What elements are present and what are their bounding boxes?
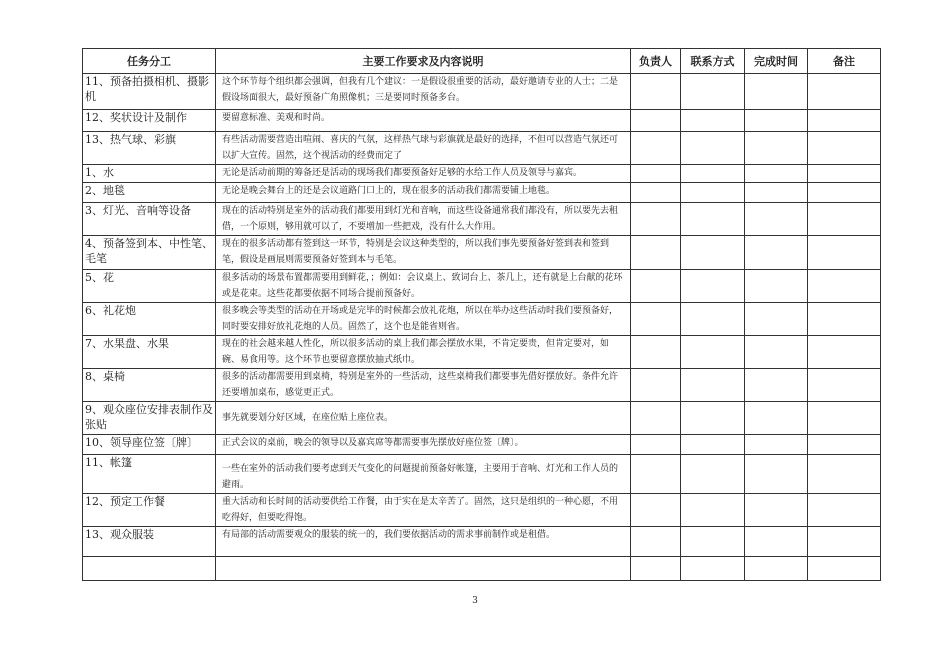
desc-cell: 无论是活动前期的筹备还是活动的现场我们都要预备好足够的水给工作人员及领导与嘉宾。 xyxy=(216,165,631,183)
task-cell: 12、奖状设计及制作 xyxy=(83,110,216,132)
header-note: 备注 xyxy=(808,49,881,74)
header-owner: 负责人 xyxy=(631,49,681,74)
desc-cell: 无论是晚会舞台上的还是会议道路门口上的，现在很多的活动我们都需要铺上地毯。 xyxy=(216,183,631,203)
table-row xyxy=(83,132,881,165)
header-desc: 主要工作要求及内容说明 xyxy=(216,49,631,74)
table-row xyxy=(83,183,881,203)
header-task: 任务分工 xyxy=(83,49,216,74)
desc-cell: 有局部的活动需要观众的服装的统一的，我们要依据活动的需求事前制作或是租借。 xyxy=(216,527,631,557)
task-cell: 7、水果盘、水果 xyxy=(83,336,216,369)
desc-cell: 正式会议的桌前，晚会的领导以及嘉宾席等都需要事先摆放好座位签〔牌〕。 xyxy=(216,435,631,455)
task-cell: 1、水 xyxy=(83,165,216,183)
desc-cell: 现在的很多活动都有签到这一环节，特别是会议这种类型的，所以我们事先要预备好签到表和签到笔，假设是画展则需要预备好签到本与毛笔。 xyxy=(216,236,631,270)
table-row xyxy=(83,270,881,303)
table-row xyxy=(83,494,881,527)
header-done: 完成时间 xyxy=(745,49,808,74)
desc-cell: 这个环节每个组织都会强调，但我有几个建议：一是假设很重要的活动，最好邀请专业的人士；二是假设场面很大，最好预备广角照像机；三是要同时预备多台。 xyxy=(216,74,631,110)
task-cell: 11、预备拍摄相机、摄影机 xyxy=(83,74,216,110)
task-cell: 9、观众座位安排表制作及张贴 xyxy=(83,402,216,435)
desc-cell: 重大活动和长时间的活动要供给工作餐，由于实在是太辛苦了。固然，这只是组织的一种心愿，不用吃得好，但要吃得饱。 xyxy=(216,494,631,527)
table-row xyxy=(83,303,881,336)
task-cell: 3、灯光、音响等设备 xyxy=(83,203,216,236)
desc-cell: 有些活动需要营造出喧闹、喜庆的气氛，这样热气球与彩旗就是最好的选择，不但可以营造气氛还可以扩大宣传。固然，这个视活动的经费而定了 xyxy=(216,132,631,165)
desc-cell: 很多晚会等类型的活动在开场或是完毕的时候都会放礼花炮，所以在举办这些活动时我们要预备好，同时要安排好放礼花炮的人员。固然了，这个也是能省则省。 xyxy=(216,303,631,336)
header-contact: 联系方式 xyxy=(681,49,745,74)
task-table xyxy=(82,48,881,581)
task-cell: 13、观众服装 xyxy=(83,527,216,557)
table-row-empty xyxy=(83,557,881,581)
task-cell: 4、预备签到本、中性笔、毛笔 xyxy=(83,236,216,270)
task-cell: 5、花 xyxy=(83,270,216,303)
task-cell: 12、预定工作餐 xyxy=(83,494,216,527)
table-row xyxy=(83,74,881,110)
table-row xyxy=(83,527,881,557)
table-row xyxy=(83,455,881,494)
table-row xyxy=(83,336,881,369)
table-row xyxy=(83,203,881,236)
header-row xyxy=(83,49,881,74)
desc-cell: 要留意标准、美观和时尚。 xyxy=(216,110,631,132)
table-row xyxy=(83,435,881,455)
desc-cell: 很多的活动都需要用到桌椅，特别是室外的一些活动，这些桌椅我们都要事先借好摆放好。条件允许还要增加桌布，感觉更正式。 xyxy=(216,369,631,402)
task-cell: 10、领导座位签〔牌〕 xyxy=(83,435,216,455)
table-row xyxy=(83,110,881,132)
task-cell: 11、帐篷 xyxy=(83,455,216,494)
desc-cell: 事先就要划分好区域，在座位贴上座位表。 xyxy=(216,402,631,435)
task-cell: 2、地毯 xyxy=(83,183,216,203)
task-cell: 6、礼花炮 xyxy=(83,303,216,336)
task-cell: 8、桌椅 xyxy=(83,369,216,402)
table-row xyxy=(83,402,881,435)
table-row xyxy=(83,236,881,270)
desc-cell: 很多活动的场景布置都需要用到鲜花，；例如：会议桌上、致词台上、茶几上，还有就是上台献的花环或是花束。这些花都要依据不同场合提前预备好。 xyxy=(216,270,631,303)
page-number: 3 xyxy=(472,596,478,606)
desc-cell: 现在的活动特别是室外的活动我们都要用到灯光和音响，而这些设备通常我们都没有，所以要先去租借，一个原则，够用就可以了，不要增加一些把戏，没有什么大作用。 xyxy=(216,203,631,236)
task-cell: 13、热气球、彩旗 xyxy=(83,132,216,165)
desc-cell: 现在的社会越来越人性化，所以很多活动的桌上我们都会摆放水果，不肯定要贵，但肯定要对，如碗、易食用等。这个环节也要留意摆放抽式纸巾。 xyxy=(216,336,631,369)
desc-cell: 一些在室外的活动我们要考虑到天气变化的问题提前预备好帐篷，主要用于音响、灯光和工作人员的避雨。 xyxy=(216,455,631,494)
table-row xyxy=(83,369,881,402)
table-row xyxy=(83,165,881,183)
